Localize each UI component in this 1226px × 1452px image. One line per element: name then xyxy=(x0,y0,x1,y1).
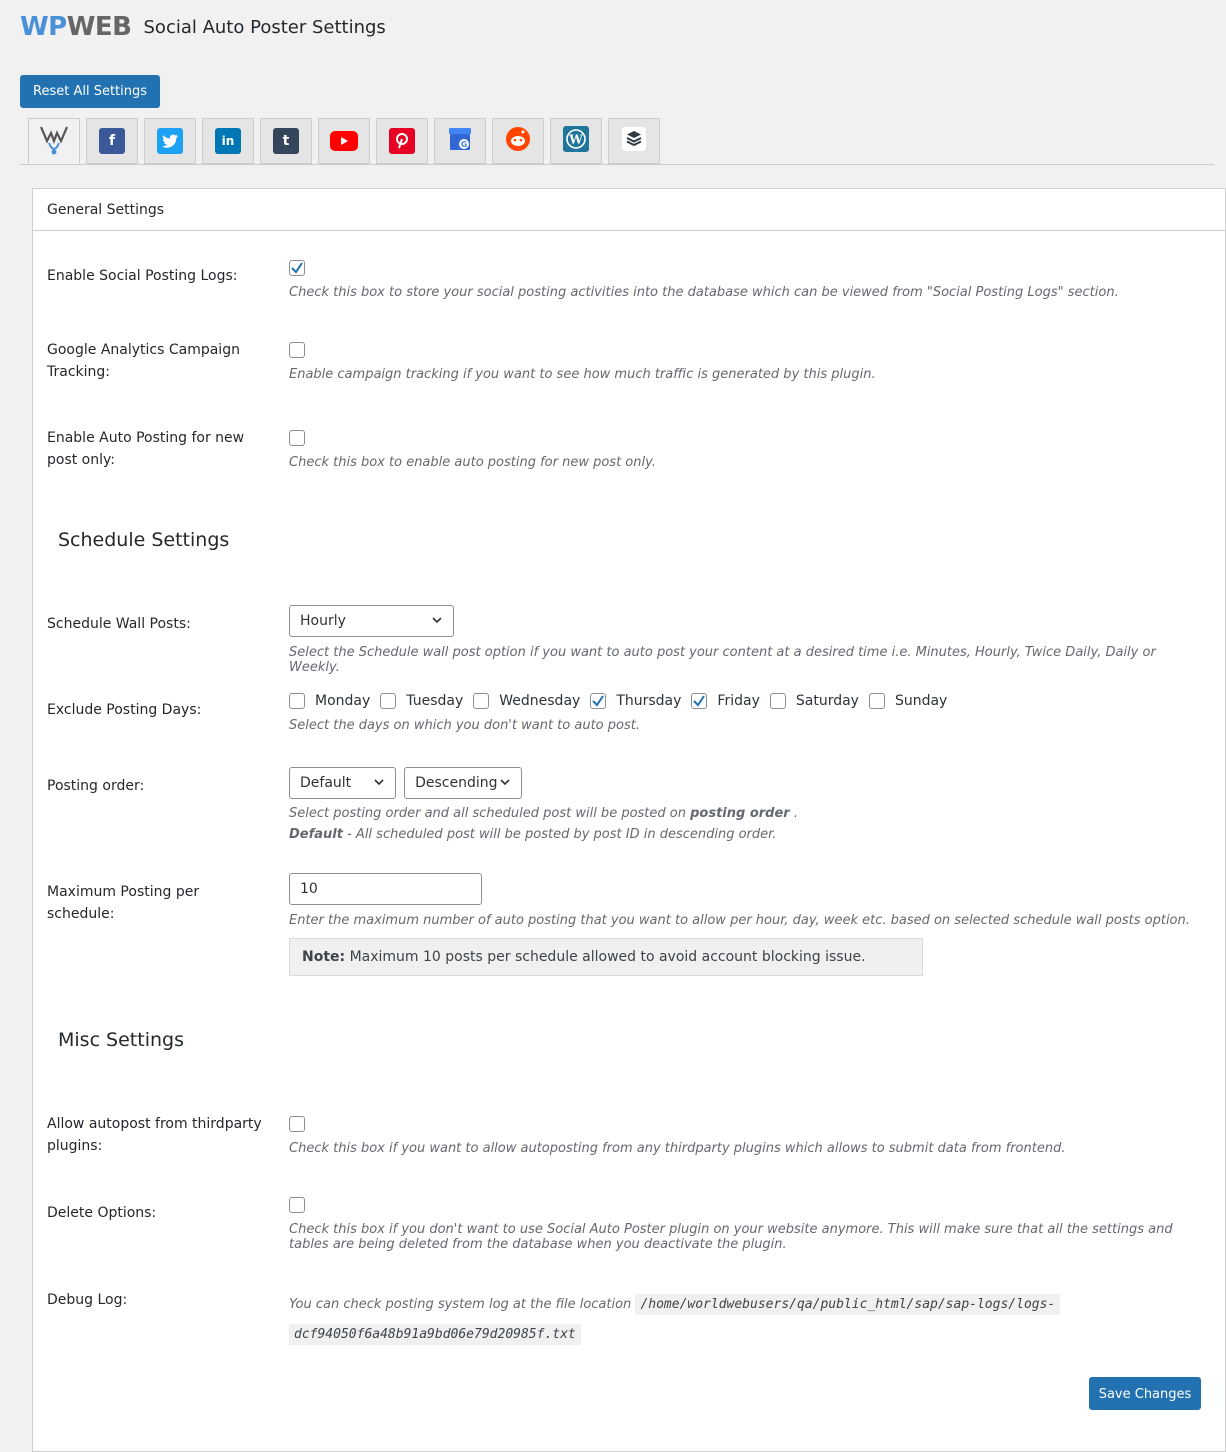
thirdparty-label-line2: plugins: xyxy=(47,1138,103,1154)
thirdparty-label-line1: Allow autopost from thirdparty xyxy=(47,1116,262,1132)
youtube-icon xyxy=(330,131,358,151)
reset-all-settings-button[interactable]: Reset All Settings xyxy=(20,75,160,108)
tab-pinterest[interactable] xyxy=(376,118,428,164)
day-option-thursday[interactable] xyxy=(590,693,681,709)
day-label: Saturday xyxy=(795,693,859,709)
max-posting-label-line2: schedule: xyxy=(47,906,115,922)
posting-order-select[interactable] xyxy=(289,767,396,799)
new-post-label xyxy=(47,427,277,471)
facebook-icon: f xyxy=(99,128,125,154)
settings-panel xyxy=(32,188,1226,1452)
schedule-wall-select[interactable] xyxy=(289,605,454,637)
exclude-days-label: Exclude Posting Days: xyxy=(47,702,202,718)
social-tabs xyxy=(28,118,666,165)
posting-logs-label: Enable Social Posting Logs: xyxy=(47,268,238,284)
debug-log-label: Debug Log: xyxy=(47,1292,128,1308)
ga-tracking-checkbox[interactable] xyxy=(289,342,305,358)
delete-options-desc: Check this box if you don't want to use Social Auto Poster plugin on your website anymore. This will make sure that all the settings and tables are being deleted from the database when you deactivate the plugin. xyxy=(289,1222,1173,1252)
google-my-business-icon xyxy=(447,126,473,156)
chevron-down-icon xyxy=(499,768,511,809)
schedule-wall-value: Hourly xyxy=(300,613,346,629)
day-checkbox-saturday[interactable] xyxy=(770,693,786,709)
posting-logs-checkbox[interactable] xyxy=(289,260,305,276)
pinterest-icon xyxy=(389,128,415,154)
schedule-settings-title: Schedule Settings xyxy=(58,529,230,551)
tab-youtube[interactable] xyxy=(318,118,370,164)
posting-order-desc-1-bold: posting order xyxy=(690,806,790,821)
posting-order-desc-1-text: Select posting order and all scheduled post will be posted on xyxy=(289,806,691,821)
page-header xyxy=(20,12,386,42)
max-posting-note xyxy=(289,938,923,976)
wordpress-icon xyxy=(563,126,589,156)
day-checkbox-monday[interactable] xyxy=(289,693,305,709)
ga-tracking-label xyxy=(47,339,277,383)
posting-order-desc-2-text: - All scheduled post will be posted by post ID in descending order. xyxy=(342,827,777,842)
day-option-tuesday[interactable] xyxy=(380,693,463,709)
schedule-wall-label: Schedule Wall Posts: xyxy=(47,616,191,632)
save-changes-button[interactable]: Save Changes xyxy=(1089,1377,1201,1410)
max-posting-label-line1: Maximum Posting per xyxy=(47,884,200,900)
linkedin-icon: in xyxy=(215,128,241,154)
day-label: Thursday xyxy=(616,693,682,709)
ga-tracking-desc: Enable campaign tracking if you want to see how much traffic is generated by this plugin. xyxy=(289,367,876,382)
tab-twitter[interactable] xyxy=(144,118,196,164)
page-title: Social Auto Poster Settings xyxy=(143,16,386,38)
exclude-days-list xyxy=(289,693,1199,709)
day-option-wednesday[interactable] xyxy=(473,693,580,709)
day-option-sunday[interactable] xyxy=(869,693,947,709)
twitter-icon xyxy=(157,128,183,154)
tab-linkedin[interactable] xyxy=(202,118,254,164)
day-checkbox-thursday[interactable] xyxy=(590,693,606,709)
posting-order-desc-2-bold: Default xyxy=(289,827,343,842)
max-posting-label xyxy=(47,881,277,925)
day-label: Wednesday xyxy=(499,693,581,709)
ga-label-line2: Tracking: xyxy=(47,364,110,380)
posting-order-direction-value: Descending xyxy=(415,775,498,791)
new-post-label-line2: post only: xyxy=(47,452,115,468)
tab-facebook[interactable] xyxy=(86,118,138,164)
svg-text:W: W xyxy=(569,132,583,147)
tab-divider xyxy=(20,164,1214,165)
day-checkbox-sunday[interactable] xyxy=(869,693,885,709)
day-option-saturday[interactable] xyxy=(770,693,859,709)
max-posting-desc: Enter the maximum number of auto posting that you want to allow per hour, day, week etc. based on selected schedule wall posts option. xyxy=(289,913,1190,928)
posting-order-value: Default xyxy=(300,775,352,791)
thirdparty-label xyxy=(47,1113,277,1157)
svg-text:G: G xyxy=(460,140,468,149)
schedule-wall-desc: Select the Schedule wall post option if you want to auto post your content at a desired time i.e. Minutes, Hourly, Twice Daily, Daily or Weekly. xyxy=(289,645,1156,675)
ga-label-line1: Google Analytics Campaign xyxy=(47,342,240,358)
max-posting-input[interactable]: 10 xyxy=(289,873,482,905)
reddit-icon xyxy=(505,126,531,156)
misc-settings-title: Misc Settings xyxy=(58,1029,184,1051)
tumblr-icon: t xyxy=(273,128,299,154)
delete-options-label: Delete Options: xyxy=(47,1205,157,1221)
note-text: Maximum 10 posts per schedule allowed to avoid account blocking issue. xyxy=(345,949,866,965)
day-label: Sunday xyxy=(894,693,948,709)
general-settings-header: General Settings xyxy=(33,189,1225,231)
wpweb-logo-icon xyxy=(39,123,69,161)
day-option-monday[interactable] xyxy=(289,693,370,709)
day-checkbox-wednesday[interactable] xyxy=(473,693,489,709)
day-label: Friday xyxy=(717,693,760,709)
chevron-down-icon xyxy=(431,606,443,647)
day-checkbox-friday[interactable] xyxy=(691,693,707,709)
day-label: Tuesday xyxy=(406,693,464,709)
tab-wordpress[interactable] xyxy=(550,118,602,164)
new-post-checkbox[interactable] xyxy=(289,430,305,446)
posting-order-desc-2 xyxy=(289,827,1199,842)
debug-log-desc: You can check posting system log at the file location xyxy=(289,1297,636,1312)
debug-log-path-2: dcf94050f6a48b91a9bd06e79d20985f.txt xyxy=(289,1324,581,1345)
posting-order-direction-select[interactable] xyxy=(404,767,522,799)
posting-logs-desc: Check this box to store your social posting activities into the database which can be viewed from "Social Posting Logs" section. xyxy=(289,285,1119,300)
posting-order-desc-1-end: . xyxy=(789,806,798,821)
logo-web: WEB xyxy=(66,12,132,42)
note-bold: Note: xyxy=(302,949,346,965)
buffer-icon xyxy=(622,127,646,155)
tab-google-my-business[interactable] xyxy=(434,118,486,164)
tab-buffer[interactable] xyxy=(608,118,660,164)
tab-general[interactable] xyxy=(28,118,80,165)
day-label: Monday xyxy=(315,693,371,709)
new-post-desc: Check this box to enable auto posting for new post only. xyxy=(289,455,656,470)
chevron-down-icon xyxy=(373,768,385,809)
delete-options-checkbox[interactable] xyxy=(289,1197,305,1213)
debug-log-path-1: /home/worldwebusers/qa/public_html/sap/sap-logs/logs- xyxy=(635,1294,1060,1315)
day-checkbox-tuesday[interactable] xyxy=(380,693,396,709)
thirdparty-checkbox[interactable] xyxy=(289,1116,305,1132)
day-option-friday[interactable] xyxy=(691,693,759,709)
posting-order-label: Posting order: xyxy=(47,778,145,794)
posting-order-desc-1 xyxy=(289,806,1199,821)
logo-wp: WP xyxy=(20,12,67,42)
tab-tumblr[interactable] xyxy=(260,118,312,164)
new-post-label-line1: Enable Auto Posting for new xyxy=(47,430,245,446)
thirdparty-desc: Check this box if you want to allow autoposting from any thirdparty plugins which allows to submit data from frontend. xyxy=(289,1141,1066,1156)
wpweb-logo xyxy=(20,12,132,42)
tab-reddit[interactable] xyxy=(492,118,544,164)
exclude-days-desc: Select the days on which you don't want to auto post. xyxy=(289,718,640,733)
